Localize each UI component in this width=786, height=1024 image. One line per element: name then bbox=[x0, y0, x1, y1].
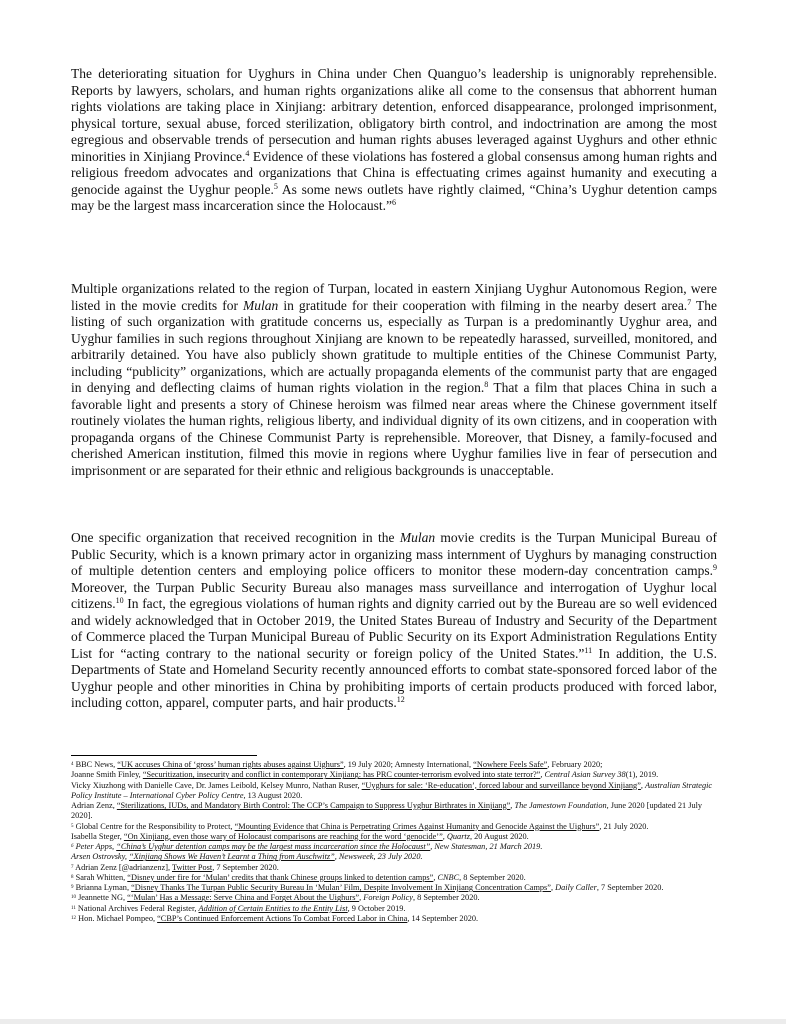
footnote-text: , 9 October 2019. bbox=[347, 903, 406, 913]
footnote-9 bbox=[71, 883, 721, 893]
footnote-link[interactable]: “Disney Thanks The Turpan Public Security Bureau In ‘Mulan’ Film, Despite Involvement In Xinjiang Concentration Camps” bbox=[131, 883, 551, 892]
footnote-text: , 20 August 2020. bbox=[469, 831, 529, 841]
footnote-8 bbox=[71, 873, 721, 883]
paragraph-3-text: Moreover, the Turpan Public Security Bureau also manages mass surveillance and interrogation of Uyghur local citizens. bbox=[71, 579, 717, 611]
footnote-11 bbox=[71, 904, 721, 914]
footnote-10 bbox=[71, 893, 721, 903]
footnote-text: Isabella Steger, bbox=[71, 831, 124, 841]
paragraph-2 bbox=[71, 281, 717, 479]
footnote-source: Daily Caller bbox=[555, 883, 597, 892]
footnote-link[interactable]: “On Xinjiang, even those wary of Holocaust comparisons are reaching for the word ‘genocide’” bbox=[123, 831, 443, 841]
footnote-separator bbox=[71, 755, 257, 756]
footnote-link[interactable]: “China’s Uyghur detention camps may be the largest mass incarceration since the Holocaust” bbox=[116, 842, 431, 851]
paragraph-2-text: in gratitude for their cooperation with filming in the nearby desert area. bbox=[278, 297, 688, 313]
footnote-number: 8 bbox=[71, 874, 74, 880]
footnote-ref-7[interactable]: 7 bbox=[687, 297, 692, 307]
footnote-link[interactable]: “Uyghurs for sale: ‘Re-education’, forced labour and surveillance beyond Xinjiang” bbox=[361, 780, 641, 790]
footnote-text: , bbox=[540, 770, 545, 780]
paragraph-2-text: That a film that places China in such a favorable light and presents a story of Chinese heroism was filmed near areas where the Chinese government itself routinely violates the human rights, religious liberty, and individual dignity of its own citizens, and in cooperation with propaganda organs of the Chinese Communist Party is reprehensible. Moreover, that Disney, a family-focused and cherished American institution, filmed this movie in regions where Uyghur families live in fear of persecution and imprisonment or are separated for their ethnic and religious backgrounds is unacceptable. bbox=[71, 380, 717, 478]
footnote-text: Jeannette NG, bbox=[76, 893, 128, 903]
paragraph-3-text: In addition, the U.S. Departments of State and Homeland Security recently announced efforts to combat state-sponsored forced labor of the Uyghur people and other minorities in China by prohibiting imports of certain products produced with forced labor, including cotton, apparel, computer parts, and hair products. bbox=[71, 645, 717, 710]
footnote-ref-6[interactable]: 6 bbox=[392, 198, 397, 207]
footnote-text: , Newsweek, 23 July 2020. bbox=[334, 852, 423, 862]
footnote-link[interactable]: “CBP’s Continued Enforcement Actions To Combat Forced Labor in China bbox=[157, 913, 408, 923]
paragraph-2-text: Multiple organizations related to the region of Turpan, located in eastern Xinjiang Uyghur Autonomous Region, were listed in the movie credits for bbox=[71, 281, 717, 313]
footnote-text: BBC News, bbox=[73, 760, 118, 769]
footnote-text: Adrian Zenz, bbox=[71, 801, 117, 810]
footnote-text: , 19 July 2020; Amnesty International, bbox=[343, 760, 474, 769]
footnote-link[interactable]: Addition of Certain Entities to the Entity List bbox=[198, 903, 348, 913]
footnote-number: 6 bbox=[71, 844, 74, 849]
footnote-ref-10[interactable]: 10 bbox=[115, 596, 124, 605]
footnote-link[interactable]: “Disney under fire for ‘Mulan’ credits that thank Chinese groups linked to detention camps” bbox=[127, 872, 434, 882]
footnote-text: , 7 September 2020. bbox=[212, 862, 279, 872]
footnote-text: Global Centre for the Responsibility to Protect, bbox=[73, 821, 235, 831]
paragraph-3-text: One specific organization that received recognition in the bbox=[71, 530, 400, 545]
footnote-link[interactable]: “Mounting Evidence that China is Perpetrating Crimes Against Humanity and Genocide Against the Uighurs” bbox=[234, 821, 600, 831]
footnote-link[interactable]: “Securitization, insecurity and conflict in contemporary Xinjiang: has PRC counter-terrorism evolved into state terror?” bbox=[142, 770, 541, 780]
footnote-4 bbox=[71, 760, 721, 770]
footnote-6 bbox=[71, 842, 721, 852]
footnote-link[interactable]: “Sterilizations, IUDs, and Mandatory Birth Control: The CCP’s Campaign to Suppress Uyghur Birthrates in Xinjiang” bbox=[116, 801, 511, 810]
footnote-text: , New Statesman, 21 March 2019. bbox=[430, 842, 543, 851]
footnote-link[interactable]: Twitter Post bbox=[171, 862, 213, 872]
footnote-source: Central Asian Survey 38 bbox=[544, 770, 626, 780]
film-title: Mulan bbox=[399, 530, 436, 545]
footnote-source: CNBC bbox=[437, 872, 460, 882]
footnote-text: , February 2020; bbox=[547, 760, 603, 769]
footnote-link[interactable]: “Xinjiang Shows We Haven’t Learnt a Thing from Auschwitz” bbox=[129, 852, 335, 862]
film-title: Mulan bbox=[243, 297, 279, 313]
footnote-source: Foreign Policy bbox=[363, 893, 413, 903]
footnote-text: (1), 2019. bbox=[625, 770, 659, 780]
footnote-ref-12[interactable]: 12 bbox=[396, 695, 405, 704]
footnote-text: Adrian Zenz [@adrianzenz], bbox=[73, 862, 172, 872]
footnote-12 bbox=[71, 914, 721, 924]
footnote-text: , bbox=[510, 801, 515, 810]
paragraph-1-text: The deteriorating situation for Uyghurs in China under Chen Quanguo’s leadership is unignorably reprehensible. Reports by lawyers, scholars, and human rights organizations alike all come to the consensus that abhorrent human rights violations are taking place in Xinjiang: arbitrary detention, enforced disappearance, prolonged imprisonment, physical torture, sexual abuse, forced sterilization, obligatory birth control, and indoctrination are among the most egregious and observable trends of persecution and human rights abuses leveraged against Uyghurs and other ethnic minorities in Xinjiang Province. bbox=[71, 66, 717, 164]
footnote-number: 11 bbox=[71, 905, 76, 911]
footnote-text: , 8 September 2020. bbox=[459, 872, 526, 882]
paragraph-1-text: Evidence of these violations has fostered a global consensus among human rights and religious freedom advocates and organizations that China is effectuating crimes against humanity and executing a genocide against the Uyghur people. bbox=[71, 148, 717, 197]
footnote-number: 5 bbox=[71, 823, 74, 829]
footnote-text: Joanne Smith Finley, bbox=[71, 770, 143, 780]
footnote-text: , bbox=[550, 883, 556, 892]
footnote-source: The Jamestown Foundation bbox=[514, 801, 607, 810]
paragraph-3-text: movie credits is the Turpan Municipal Bureau of Public Security, which is a known primary actor in organizing mass internment of Uyghurs by managing construction of multiple detention centers and employing police officers to monitor these modern-day concentration camps. bbox=[71, 530, 717, 578]
footnote-ref-5[interactable]: 5 bbox=[273, 181, 278, 191]
footnote-link[interactable]: “‘Mulan’ Has a Message: Serve China and Forget About the Uighurs” bbox=[127, 893, 360, 903]
footnote-text: , 14 September 2020. bbox=[407, 913, 479, 923]
footnote-5 bbox=[71, 822, 721, 832]
footnote-text: , 21 July 2020. bbox=[599, 821, 649, 831]
footnote-link[interactable]: “Nowhere Feels Safe” bbox=[473, 760, 548, 769]
footnote-number: 7 bbox=[71, 864, 74, 870]
footnote-source: Quartz bbox=[446, 831, 470, 841]
footnote-text: Vicky Xiuzhong with Danielle Cave, Dr. James Leibold, Kelsey Munro, Nathan Ruser, bbox=[71, 780, 362, 790]
footnote-text: , bbox=[359, 893, 364, 903]
footnote-source: Australian Strategic Policy Institute – International Cyber Policy Centre bbox=[71, 780, 713, 800]
footnote-6-cont bbox=[71, 852, 721, 862]
footnote-4-cont bbox=[71, 781, 721, 802]
footnote-7 bbox=[71, 863, 721, 873]
footnote-number: 12 bbox=[71, 915, 76, 921]
footnote-text: Peter Apps, bbox=[73, 842, 117, 851]
footnote-5-cont bbox=[71, 832, 721, 842]
footnote-ref-8[interactable]: 8 bbox=[484, 380, 489, 389]
footnote-text: , 7 September 2020. bbox=[596, 883, 664, 892]
footnote-ref-11[interactable]: 11 bbox=[584, 645, 593, 655]
footnote-number: 9 bbox=[71, 885, 74, 890]
footnote-text: Sarah Whitten, bbox=[73, 872, 128, 882]
footnote-text: Hon. Michael Pompeo, bbox=[76, 913, 158, 923]
footnote-text: Brianna Lyman, bbox=[73, 883, 132, 892]
paragraph-1-text: As some news outlets have rightly claimed, “China’s Uyghur detention camps may be the largest mass incarceration since the Holocaust.” bbox=[71, 181, 717, 213]
footnote-number: 10 bbox=[71, 895, 76, 901]
footnote-ref-9[interactable]: 9 bbox=[713, 563, 717, 572]
footnote-text: , bbox=[640, 780, 646, 790]
footnote-link[interactable]: “UK accuses China of ‘gross’ human rights abuses against Uighurs” bbox=[117, 760, 344, 769]
footnote-4-cont bbox=[71, 801, 721, 822]
footnotes bbox=[71, 760, 721, 924]
paragraph-2-text: The listing of such organization with gratitude concerns us, especially as Turpan is a predominantly Uyghur area, and Uyghur families in such regions throughout Xinjiang are known to be repeatedly harassed, surveilled, monitored, and arbitrarily detained. You have also publicly shown gratitude to multiple entities of the Chinese Communist Party, including “publicity” organizations, which are actually propaganda elements of the communist party that are engaged in denying and deflecting claims of human rights violation in the region. bbox=[71, 297, 717, 395]
footnote-text: , bbox=[433, 872, 438, 882]
paragraph-3 bbox=[71, 530, 717, 712]
paragraph-1 bbox=[71, 66, 717, 215]
footnote-text: , 13 August 2020. bbox=[243, 790, 303, 800]
footnote-text: Arsen Ostrovsky, bbox=[71, 852, 129, 862]
paragraph-3-text: In fact, the egregious violations of human rights and dignity carried out by the Bureau are so well evidenced and widely acknowledged that in October 2019, the United States Bureau of Industry and Security of the Department of Commerce placed the Turpan Municipal Bureau of Public Security on its Export Administration Regulations Entity List for “acting contrary to the national security or foreign policy of the United States.” bbox=[71, 596, 717, 661]
page-bottom-edge bbox=[0, 1019, 786, 1024]
footnote-number: 4 bbox=[71, 762, 74, 767]
footnote-text: , bbox=[442, 831, 447, 841]
footnote-text: , June 2020 [updated 21 July 2020]. bbox=[71, 801, 703, 821]
footnote-4-cont bbox=[71, 770, 721, 780]
footnote-text: , 8 September 2020. bbox=[412, 893, 480, 903]
footnote-text: National Archives Federal Register, bbox=[75, 903, 199, 913]
footnote-ref-4[interactable]: 4 bbox=[245, 148, 250, 158]
